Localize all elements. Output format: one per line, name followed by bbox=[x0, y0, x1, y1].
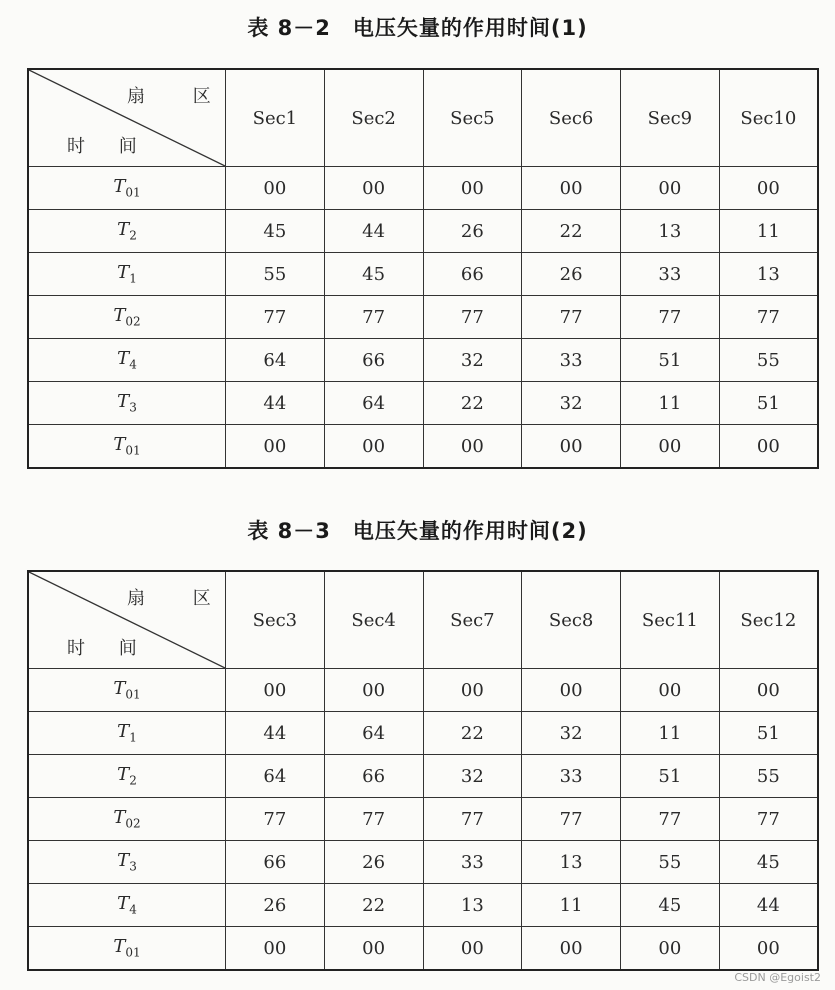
table-cell: 26 bbox=[226, 884, 325, 927]
table-cell: 77 bbox=[522, 296, 621, 339]
table-cell: 00 bbox=[522, 425, 621, 469]
table-cell: 77 bbox=[423, 296, 522, 339]
table-cell: 00 bbox=[719, 167, 818, 210]
table-cell: 00 bbox=[522, 669, 621, 712]
column-header: Sec11 bbox=[621, 571, 720, 669]
table-row bbox=[28, 210, 818, 253]
table-cell: 00 bbox=[324, 669, 423, 712]
table-cell: 00 bbox=[522, 167, 621, 210]
watermark: CSDN @Egoist2 bbox=[734, 971, 821, 984]
table-cell: 22 bbox=[423, 382, 522, 425]
table-cell: 13 bbox=[522, 841, 621, 884]
table-row bbox=[28, 253, 818, 296]
table-cell: 33 bbox=[522, 755, 621, 798]
table-cell: 00 bbox=[226, 425, 325, 469]
table-row bbox=[28, 927, 818, 971]
table-cell: 33 bbox=[621, 253, 720, 296]
table-cell: 32 bbox=[423, 755, 522, 798]
table-cell: 45 bbox=[719, 841, 818, 884]
table-cell: 45 bbox=[621, 884, 720, 927]
column-header: Sec12 bbox=[719, 571, 818, 669]
column-header: Sec9 bbox=[621, 69, 720, 167]
table-cell: 64 bbox=[226, 755, 325, 798]
row-label-subscript: 2 bbox=[129, 773, 137, 788]
corner-label-sector: 扇 区 bbox=[127, 86, 225, 107]
row-label-subscript: 1 bbox=[129, 730, 137, 745]
column-header: Sec5 bbox=[423, 69, 522, 167]
table-cell: 00 bbox=[719, 425, 818, 469]
table-cell: 66 bbox=[226, 841, 325, 884]
table-cell: 64 bbox=[324, 712, 423, 755]
row-label-symbol: T bbox=[117, 721, 130, 743]
row-label-symbol: T bbox=[113, 305, 126, 327]
table-cell: 00 bbox=[226, 669, 325, 712]
table-cell: 64 bbox=[226, 339, 325, 382]
table-cell: 26 bbox=[522, 253, 621, 296]
row-label-symbol: T bbox=[117, 262, 130, 284]
table-cell: 77 bbox=[719, 296, 818, 339]
corner-header-cell bbox=[28, 571, 226, 669]
row-label-subscript: 02 bbox=[125, 314, 141, 329]
column-header: Sec1 bbox=[226, 69, 325, 167]
table-cell: 00 bbox=[324, 167, 423, 210]
table-cell: 00 bbox=[621, 425, 720, 469]
table-cell: 45 bbox=[324, 253, 423, 296]
row-label bbox=[28, 339, 226, 382]
table-cell: 64 bbox=[324, 382, 423, 425]
table-cell: 44 bbox=[226, 712, 325, 755]
corner-label-time: 时 间 bbox=[67, 136, 151, 157]
table-cell: 77 bbox=[621, 798, 720, 841]
table-row bbox=[28, 296, 818, 339]
table-cell: 55 bbox=[719, 339, 818, 382]
row-label bbox=[28, 884, 226, 927]
table-cell: 77 bbox=[719, 798, 818, 841]
table-cell: 11 bbox=[621, 712, 720, 755]
row-label-subscript: 4 bbox=[129, 357, 137, 372]
table-cell: 22 bbox=[324, 884, 423, 927]
table-cell: 33 bbox=[522, 339, 621, 382]
corner-header-cell bbox=[28, 69, 226, 167]
table-cell: 44 bbox=[719, 884, 818, 927]
table-row bbox=[28, 382, 818, 425]
table-cell: 26 bbox=[324, 841, 423, 884]
row-label bbox=[28, 296, 226, 339]
row-label-symbol: T bbox=[113, 936, 126, 958]
table-cell: 00 bbox=[621, 927, 720, 971]
table-row bbox=[28, 339, 818, 382]
table-row bbox=[28, 798, 818, 841]
table-cell: 11 bbox=[719, 210, 818, 253]
table-row bbox=[28, 669, 818, 712]
row-label bbox=[28, 755, 226, 798]
table-row bbox=[28, 841, 818, 884]
column-header: Sec2 bbox=[324, 69, 423, 167]
table-cell: 51 bbox=[621, 339, 720, 382]
table-cell: 77 bbox=[226, 798, 325, 841]
row-label-subscript: 1 bbox=[129, 271, 137, 286]
header-row bbox=[28, 571, 818, 669]
table-cell: 26 bbox=[423, 210, 522, 253]
row-label bbox=[28, 210, 226, 253]
row-label-subscript: 2 bbox=[129, 228, 137, 243]
table-cell: 00 bbox=[324, 425, 423, 469]
table-caption: 表 8－2 电压矢量的作用时间(1) bbox=[247, 16, 588, 40]
table-cell: 00 bbox=[719, 669, 818, 712]
table-row bbox=[28, 755, 818, 798]
row-label-subscript: 3 bbox=[129, 400, 137, 415]
row-label-symbol: T bbox=[117, 850, 130, 872]
table-cell: 00 bbox=[324, 927, 423, 971]
row-label bbox=[28, 712, 226, 755]
table-cell: 22 bbox=[522, 210, 621, 253]
table-cell: 55 bbox=[719, 755, 818, 798]
table-cell: 77 bbox=[423, 798, 522, 841]
table-cell: 13 bbox=[719, 253, 818, 296]
table-cell: 55 bbox=[621, 841, 720, 884]
row-label-symbol: T bbox=[117, 219, 130, 241]
table-cell: 00 bbox=[621, 167, 720, 210]
column-header: Sec3 bbox=[226, 571, 325, 669]
table-cell: 51 bbox=[719, 712, 818, 755]
row-label bbox=[28, 841, 226, 884]
table-row bbox=[28, 425, 818, 469]
table-cell: 51 bbox=[719, 382, 818, 425]
table-caption: 表 8－3 电压矢量的作用时间(2) bbox=[247, 519, 588, 543]
table-cell: 77 bbox=[621, 296, 720, 339]
table-cell: 00 bbox=[226, 927, 325, 971]
row-label-symbol: T bbox=[117, 764, 130, 786]
row-label bbox=[28, 425, 226, 469]
table-row bbox=[28, 884, 818, 927]
table-cell: 66 bbox=[423, 253, 522, 296]
table-cell: 00 bbox=[423, 167, 522, 210]
row-label-subscript: 01 bbox=[125, 945, 141, 960]
table-cell: 66 bbox=[324, 755, 423, 798]
column-header: Sec7 bbox=[423, 571, 522, 669]
table-cell: 45 bbox=[226, 210, 325, 253]
column-header: Sec10 bbox=[719, 69, 818, 167]
voltage-vector-time-table-1 bbox=[27, 68, 819, 469]
table-cell: 32 bbox=[522, 382, 621, 425]
column-header: Sec8 bbox=[522, 571, 621, 669]
table-cell: 22 bbox=[423, 712, 522, 755]
table-cell: 44 bbox=[226, 382, 325, 425]
row-label bbox=[28, 167, 226, 210]
voltage-vector-time-table-2 bbox=[27, 570, 819, 971]
table-cell: 33 bbox=[423, 841, 522, 884]
table-cell: 77 bbox=[522, 798, 621, 841]
table-row bbox=[28, 712, 818, 755]
row-label bbox=[28, 798, 226, 841]
table-row bbox=[28, 167, 818, 210]
column-header: Sec6 bbox=[522, 69, 621, 167]
row-label-subscript: 3 bbox=[129, 859, 137, 874]
row-label-subscript: 01 bbox=[125, 185, 141, 200]
table-cell: 77 bbox=[324, 798, 423, 841]
row-label-symbol: T bbox=[113, 807, 126, 829]
table-cell: 32 bbox=[423, 339, 522, 382]
table-cell: 00 bbox=[423, 669, 522, 712]
table-cell: 55 bbox=[226, 253, 325, 296]
column-header: Sec4 bbox=[324, 571, 423, 669]
table-cell: 44 bbox=[324, 210, 423, 253]
table-cell: 77 bbox=[226, 296, 325, 339]
row-label-subscript: 4 bbox=[129, 902, 137, 917]
table-cell: 32 bbox=[522, 712, 621, 755]
corner-label-sector: 扇 区 bbox=[127, 588, 225, 609]
table-cell: 66 bbox=[324, 339, 423, 382]
header-row bbox=[28, 69, 818, 167]
row-label bbox=[28, 253, 226, 296]
row-label bbox=[28, 382, 226, 425]
row-label-subscript: 01 bbox=[125, 687, 141, 702]
table-cell: 00 bbox=[522, 927, 621, 971]
row-label bbox=[28, 669, 226, 712]
table-cell: 00 bbox=[226, 167, 325, 210]
row-label-symbol: T bbox=[113, 176, 126, 198]
row-label-subscript: 02 bbox=[125, 816, 141, 831]
row-label-symbol: T bbox=[117, 391, 130, 413]
table-cell: 13 bbox=[423, 884, 522, 927]
table-cell: 00 bbox=[423, 425, 522, 469]
table-cell: 13 bbox=[621, 210, 720, 253]
table-cell: 00 bbox=[719, 927, 818, 971]
table-cell: 00 bbox=[423, 927, 522, 971]
row-label-symbol: T bbox=[113, 678, 126, 700]
table-cell: 51 bbox=[621, 755, 720, 798]
row-label-symbol: T bbox=[117, 348, 130, 370]
table-cell: 00 bbox=[621, 669, 720, 712]
row-label-subscript: 01 bbox=[125, 443, 141, 458]
table-cell: 11 bbox=[621, 382, 720, 425]
row-label-symbol: T bbox=[113, 434, 126, 456]
table-cell: 11 bbox=[522, 884, 621, 927]
row-label bbox=[28, 927, 226, 971]
row-label-symbol: T bbox=[117, 893, 130, 915]
corner-label-time: 时 间 bbox=[67, 638, 151, 659]
table-cell: 77 bbox=[324, 296, 423, 339]
